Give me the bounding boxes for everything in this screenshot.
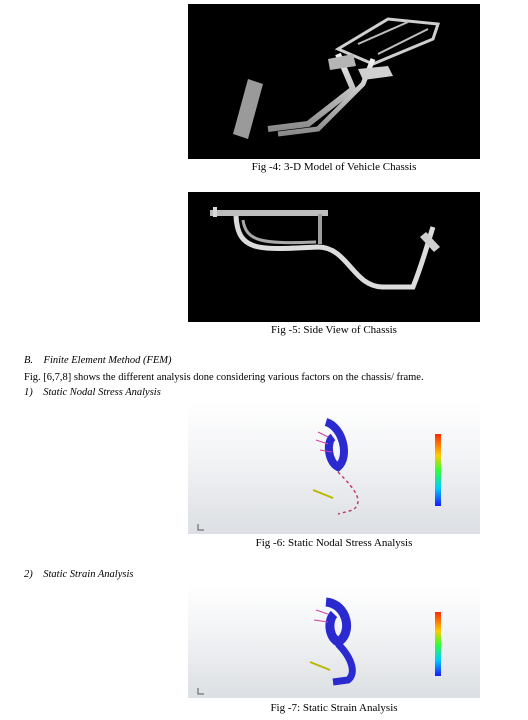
chassis-3d-render [188,4,480,159]
figure-caption: Fig -6: Static Nodal Stress Analysis [255,537,413,549]
figure-caption: Fig -5: Side View of Chassis [271,324,397,336]
figure-stress-analysis [188,402,480,534]
figure-3d-chassis [188,4,480,159]
section-heading: B. Finite Element Method (FEM) [24,355,172,366]
stress-analysis-render [188,402,480,534]
figure-side-view [188,192,480,322]
subsection-heading: 1) Static Nodal Stress Analysis [24,387,161,398]
figure-caption: Fig -4: 3-D Model of Vehicle Chassis [251,161,417,173]
chassis-side-render [188,192,480,322]
subsection-heading: 2) Static Strain Analysis [24,569,134,580]
figure-strain-analysis [188,584,480,698]
section-body: Fig. [6,7,8] shows the different analysis done considering various factors on the chassis/ frame. [24,372,424,383]
strain-analysis-render [188,584,480,698]
figure-caption: Fig -7: Static Strain Analysis [270,702,398,714]
